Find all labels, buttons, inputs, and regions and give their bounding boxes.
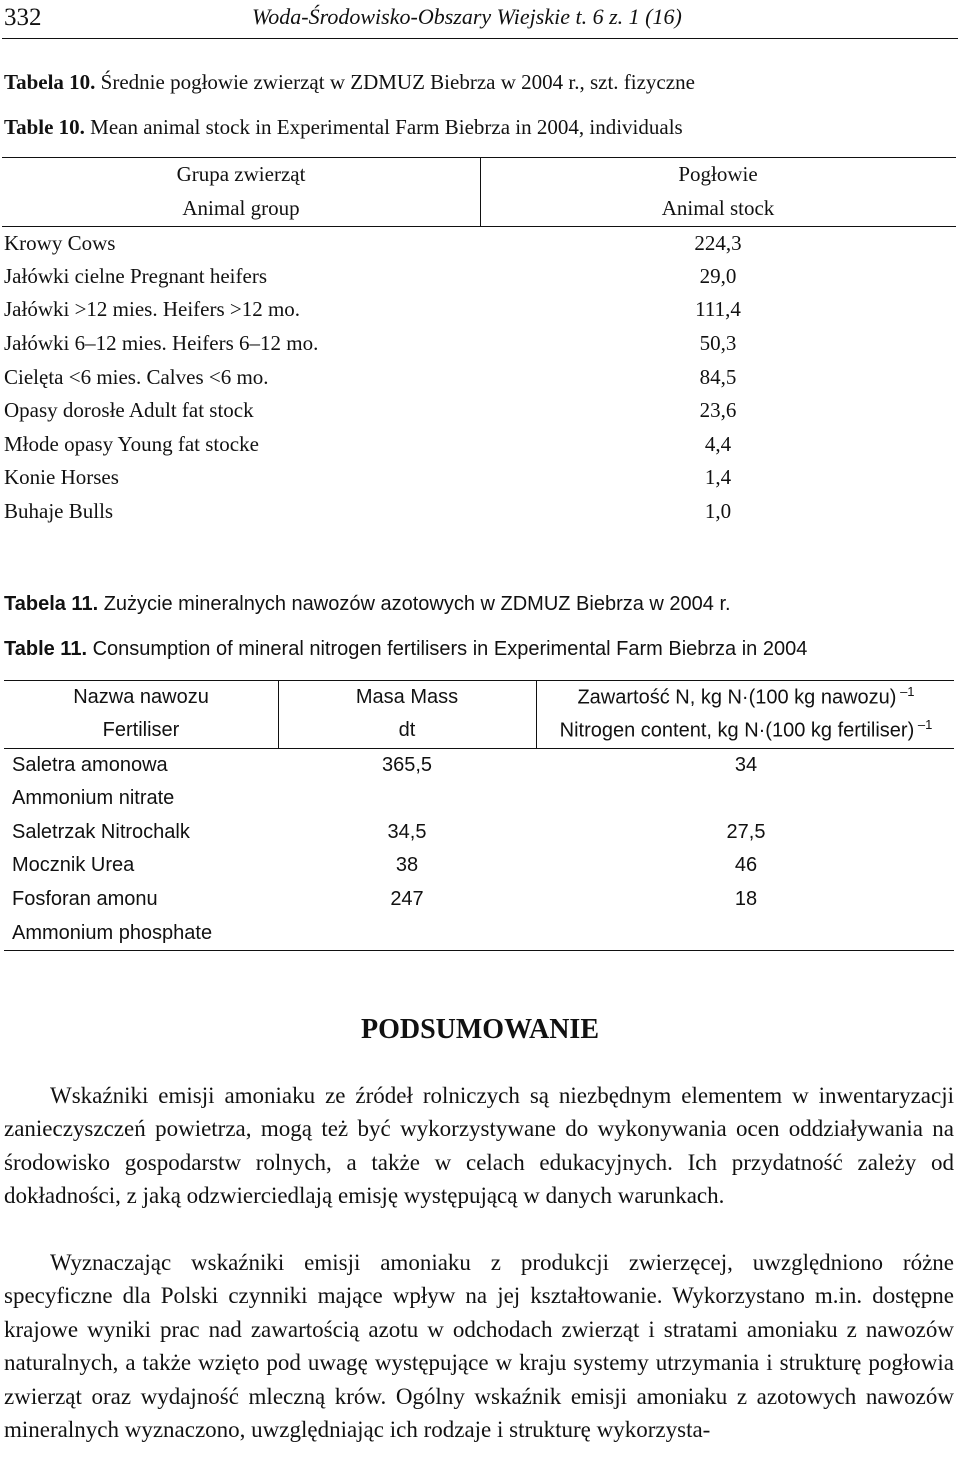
table10-row-group: Krowy Cows — [4, 231, 116, 255]
summary-paragraph: Wskaźniki emisji amoniaku ze źródeł rolniczych są niezbędnym elementem w inwentaryzacji zanieczyszczeń powietrza, mogą też być wykorzystywane do wykonywania ocen oddziaływania na środowisko gospodarstw rolnych, a także w celach edukacyjnych. Ich przydatność zależy od dokładności, z jaką odzwierciedlają emisję występującą w danych warunkach. — [4, 1083, 954, 1209]
table10-row-stock: 23,6 — [699, 398, 737, 422]
section-heading: PODSUMOWANIE — [360, 1014, 599, 1045]
table11-row-name: Saletrzak Nitrochalk — [12, 821, 190, 843]
table10-col2-header-en: Animal stock — [661, 196, 775, 220]
table10-row-stock: 1,4 — [704, 465, 732, 489]
summary-paragraph: Wyznaczając wskaźniki emisji amoniaku z produkcji zwierzęcej, uwzględniono różne specyficzne dla Polski czynniki mające wpływ na jej kształtowanie. Wykorzystano m.in. dostępne krajowe wyniki prac nad zawartością azotu w odchodach zwierząt i stratami amoniaku z nawozów naturalnych, a także wzięto pod uwagę występujące w kraju systemy utrzymania i strukturę pogłowia zwierząt oraz wydajność mleczną krów. Ogólny wskaźnik emisji amoniaku z azotowych nawozów mineralnych wyznaczono, uwzględniając ich rodzaje i strukturę wykorzysta- — [4, 1250, 954, 1443]
table11-caption-pl: Tabela 11. Zużycie mineralnych nawozów azotowych w ZDMUZ Biebrza w 2004 r. — [4, 593, 731, 615]
table10-row-stock: 111,4 — [695, 297, 741, 321]
table11-row-mass: 34,5 — [387, 821, 427, 843]
table11-col2-header-en: dt — [398, 719, 416, 741]
table11-row-n: 18 — [734, 888, 758, 910]
table10-row-stock: 50,3 — [699, 331, 737, 355]
page-number: 332 — [4, 4, 42, 31]
table11-row-mass: 38 — [395, 854, 419, 876]
table11-row-mass: 247 — [390, 888, 424, 910]
table10-col1-header-en: Animal group — [182, 196, 300, 220]
table11-row-name-en: Ammonium phosphate — [12, 922, 213, 944]
table11-row-name: Fosforan amonu — [12, 888, 158, 910]
table10-row-stock: 84,5 — [699, 365, 737, 389]
table10-row-group: Jałówki >12 mies. Heifers >12 mo. — [4, 297, 301, 321]
table10-caption-pl: Tabela 10. Średnie pogłowie zwierząt w ZDMUZ Biebrza w 2004 r., szt. fizyczne — [4, 70, 695, 94]
table11-col2-header-pl: Masa Mass — [355, 686, 459, 708]
table11-col1-header-en: Fertiliser — [102, 719, 180, 741]
table10-row-group: Opasy dorosłe Adult fat stock — [4, 398, 254, 422]
table10-row-stock: 4,4 — [704, 432, 732, 456]
table11-row-mass: 365,5 — [381, 754, 433, 776]
table10-row-stock: 224,3 — [694, 231, 742, 255]
table11-bottom-rule — [4, 950, 954, 951]
table10-col1-header-pl: Grupa zwierząt — [176, 162, 306, 186]
table11-row-name: Saletra amonowa — [12, 754, 168, 776]
header-rule — [2, 38, 958, 39]
table11-col3-header-pl: Zawartość N, kg N·(100 kg nawozu) $^{-1}$ — [577, 684, 915, 709]
table10-row-stock: 1,0 — [704, 499, 732, 523]
table11-top-rule — [4, 680, 954, 681]
journal-title: Woda-Środowisko-Obszary Wiejskie t. 6 z. 1 (16) — [252, 4, 682, 29]
table10-caption-en: Table 10. Mean animal stock in Experimental Farm Biebrza in 2004, individuals — [4, 115, 683, 139]
table11-row-n: 27,5 — [726, 821, 766, 843]
table11-col3-header-en: Nitrogen content, kg N·(100 kg fertiliser) $^{-1}$ — [559, 717, 933, 742]
table11-head-rule — [4, 748, 954, 749]
table11-row-name-en: Ammonium nitrate — [12, 787, 175, 809]
table11-col1-header-pl: Nazwa nawozu — [73, 686, 209, 708]
table10-col2-header-pl: Pogłowie — [678, 162, 758, 186]
table10-row-group: Młode opasy Young fat stocke — [4, 432, 259, 456]
table10-row-group: Cielęta <6 mies. Calves <6 mo. — [4, 365, 269, 389]
table10-head-rule — [2, 226, 956, 227]
table10-row-group: Jałówki cielne Pregnant heifers — [4, 264, 267, 288]
table10-top-rule — [2, 157, 956, 158]
table10-row-group: Jałówki 6–12 mies. Heifers 6–12 mo. — [4, 331, 319, 355]
table11-row-n: 46 — [734, 854, 758, 876]
table11-row-n: 34 — [734, 754, 758, 776]
table11-caption-en: Table 11. Consumption of mineral nitrogen fertilisers in Experimental Farm Biebrza in 2004 — [4, 638, 808, 660]
table10-row-group: Buhaje Bulls — [4, 499, 114, 523]
table11-row-name: Mocznik Urea — [12, 854, 135, 876]
table10-row-stock: 29,0 — [699, 264, 737, 288]
table10-row-group: Konie Horses — [4, 465, 119, 489]
